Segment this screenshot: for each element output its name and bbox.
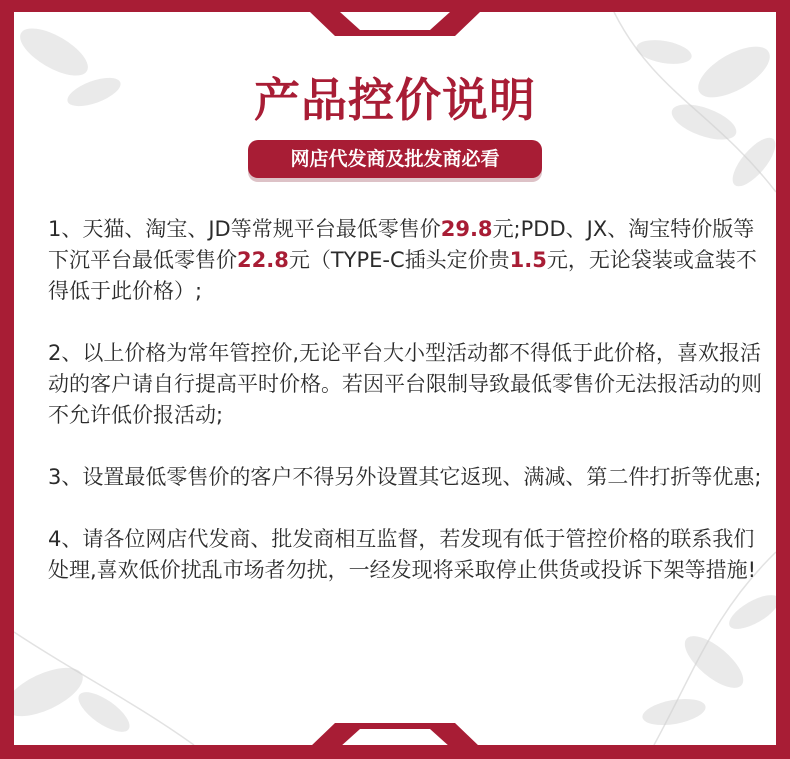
item1-text-c: 元（TYPE-C插头定价贵 xyxy=(288,248,510,272)
list-item: 2、以上价格为常年管控价,无论平台大小型活动都不得低于此价格，喜欢报活动的客户请自行提高平时价格。若因平台限制导致最低零售价无法报活动的则不允许低价报活动; xyxy=(48,341,762,427)
item1-text-d: 元，无论袋装或盒装不得低于此价格）; xyxy=(48,248,757,303)
subtitle-badge: 网店代发商及批发商必看 xyxy=(248,140,542,178)
list-item: 4、请各位网店代发商、批发商相互监督，若发现有低于管控价格的联系我们处理,喜欢低价扰乱市场者勿扰，一经发现将采取停止供货或投诉下架等措施! xyxy=(48,527,757,582)
price-value: 1.5 xyxy=(509,248,547,272)
page-title: 产品控价说明 xyxy=(254,73,536,127)
price-value: 22.8 xyxy=(237,248,289,272)
item1-text-a: 1、天猫、淘宝、JD等常规平台最低零售价 xyxy=(48,217,441,241)
list-item xyxy=(48,214,764,307)
content-panel xyxy=(14,12,776,745)
list-item: 3、设置最低零售价的客户不得另外设置其它返现、满减、第二件打折等优惠; xyxy=(48,465,762,489)
price-value: 29.8 xyxy=(440,217,493,241)
item1-text-b: 元;PDD、JX、淘宝特价版等下沉平台最低零售价 xyxy=(48,217,755,272)
terms-list xyxy=(48,214,764,617)
